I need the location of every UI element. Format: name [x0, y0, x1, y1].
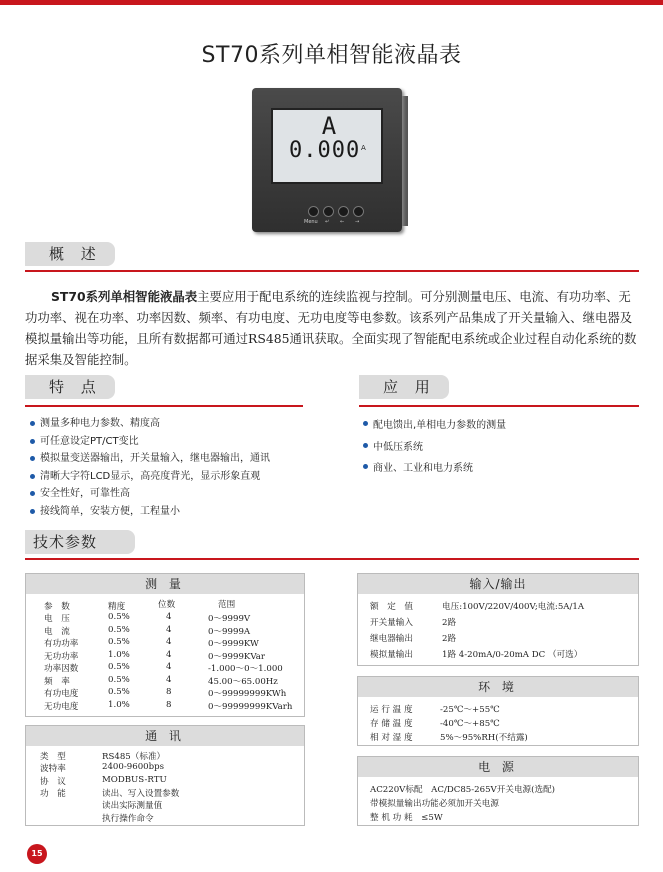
power-line: 带模拟量输出功能必须加开关电源 [370, 799, 499, 809]
io-label: 模拟量输出 [370, 650, 413, 660]
enter-key [323, 206, 334, 217]
env-label: 运 行 温 度 [370, 705, 413, 715]
features-heading: 特 点 [25, 375, 115, 399]
comm-value: 2400-9600bps [102, 762, 165, 773]
key-label-menu: Menu [304, 219, 318, 225]
measure-accuracy: 0.5% [108, 624, 130, 635]
measure-header-accuracy: 精度 [108, 602, 126, 612]
measure-param: 无功功率 [44, 651, 79, 662]
measure-title: 测 量 [26, 574, 304, 594]
measure-accuracy: 1.0% [108, 699, 130, 710]
io-box [357, 573, 639, 666]
io-label: 额 定 值 [370, 602, 413, 612]
measure-param: 有功功率 [44, 639, 79, 649]
measure-digits: 8 [166, 687, 172, 697]
measure-param: 有功电度 [44, 689, 79, 699]
top-red-bar [0, 0, 663, 5]
power-line: 整 机 功 耗 ≤5W [370, 813, 443, 823]
measure-digits: 4 [166, 624, 172, 635]
comm-value: MODBUS-RTU [102, 774, 167, 785]
key-label-enter: ↵ [325, 219, 330, 225]
left-key [338, 206, 349, 217]
measure-param: 电 流 [44, 626, 70, 637]
comm-value: 读出实际测量值 [102, 801, 163, 812]
intro-paragraph [25, 286, 639, 370]
lcd-top-symbol: A [321, 112, 337, 140]
list-item: 模拟量变送器输出，开关量输入，继电器输出，通讯 [30, 450, 310, 468]
list-item: 可任意设定PT/CT变比 [30, 433, 310, 451]
io-label: 开关量输入 [370, 618, 413, 628]
list-item: 安全性好，可靠性高 [30, 485, 310, 503]
lcd-unit: A [361, 144, 366, 152]
env-value: 5%～95%RH(不结露) [440, 733, 528, 743]
env-label: 相 对 湿 度 [370, 733, 413, 743]
overview-divider [25, 270, 639, 272]
measure-range: -1.000～0～1.000 [208, 664, 283, 674]
io-value: 电压:100V/220V/400V;电流:5A/1A [442, 602, 585, 612]
lcd-value: 0.000 [289, 138, 361, 163]
intro-text: 主要应用于配电系统的连续监视与控制。可分别测量电压、电流、有功功率、无功功率、视在功率、功率因数、频率、有功电度、无功电度等电参数。该系列产品集成了开关量输入、继电器及模拟量输出等功能，且所有数据都可通过RS485通讯获取。全面实现了智能配电系统或企业过程自动化系统的数据采集及智能控制。 [25, 289, 637, 367]
measure-accuracy: 1.0% [108, 649, 130, 660]
measure-digits: 4 [166, 637, 172, 647]
measure-digits: 4 [166, 612, 172, 622]
env-label: 存 储 温 度 [370, 719, 413, 729]
io-value: 2路 [442, 634, 457, 644]
applications-list [363, 415, 639, 480]
measure-digits: 4 [166, 662, 172, 672]
features-divider [25, 405, 303, 407]
measure-digits: 4 [166, 674, 172, 685]
measure-param: 频 率 [44, 676, 70, 687]
applications-divider [359, 405, 639, 407]
measure-range: 0～99999999KWh [208, 689, 287, 699]
measure-digits: 4 [166, 649, 172, 660]
comm-box [25, 725, 305, 826]
io-title: 输入/输出 [358, 574, 638, 594]
io-value: 1路 4-20mA/0-20mA DC （可选） [442, 650, 583, 660]
applications-heading: 应 用 [359, 375, 449, 399]
measure-param: 电 压 [44, 614, 70, 624]
measure-digits: 8 [166, 699, 172, 710]
io-value: 2路 [442, 618, 457, 628]
measure-range: 45.00～65.00Hz [208, 676, 278, 687]
power-box [357, 756, 639, 826]
env-title: 环 境 [358, 677, 638, 697]
comm-value: 读出、写入设置参数 [102, 788, 180, 799]
comm-value: RS485（标准） [102, 752, 166, 762]
overview-heading: 概 述 [25, 242, 115, 266]
measure-header-range: 范围 [218, 600, 236, 610]
measure-box [25, 573, 305, 717]
measure-range: 0～9999KVar [208, 651, 266, 662]
comm-value: 执行操作命令 [102, 813, 154, 824]
comm-title: 通 讯 [26, 726, 304, 746]
env-value: -25℃～+55℃ [440, 705, 500, 715]
env-box [357, 676, 639, 746]
list-item: 中低压系统 [363, 437, 639, 459]
measure-param: 功率因数 [44, 664, 79, 674]
measure-header-param: 参 数 [44, 602, 70, 612]
features-list [30, 415, 310, 521]
measure-accuracy: 0.5% [108, 612, 130, 622]
comm-label: 波特率 [40, 764, 66, 775]
device-image [252, 88, 408, 234]
list-item: 测量多种电力参数、精度高 [30, 415, 310, 433]
measure-accuracy: 0.5% [108, 662, 130, 672]
tech-divider [25, 558, 639, 560]
lcd-screen [271, 108, 383, 184]
intro-product-name: ST70系列单相智能液晶表 [51, 289, 198, 304]
comm-label: 类 型 [40, 752, 66, 762]
comm-label: 协 议 [40, 776, 66, 787]
key-label-right: → [355, 219, 360, 225]
measure-range: 0～99999999KVarh [208, 701, 293, 712]
page-number-badge: 15 [27, 844, 47, 864]
list-item: 商业、工业和电力系统 [363, 458, 639, 480]
measure-accuracy: 0.5% [108, 637, 130, 647]
right-key [353, 206, 364, 217]
measure-param: 无功电度 [44, 701, 79, 712]
list-item: 清晰大字符LCD显示，高亮度背光，显示形象直观 [30, 468, 310, 486]
measure-accuracy: 0.5% [108, 674, 130, 685]
key-label-left: ← [340, 219, 345, 225]
env-value: -40℃～+85℃ [440, 719, 500, 729]
list-item: 配电馈出,单相电力参数的测量 [363, 415, 639, 437]
measure-range: 0～9999KW [208, 639, 259, 649]
tech-heading: 技术参数 [25, 530, 135, 554]
power-line: AC220V标配 AC/DC85-265V开关电源(选配) [370, 785, 556, 795]
power-title: 电 源 [358, 757, 638, 777]
measure-range: 0～9999V [208, 614, 251, 624]
page-title: ST70系列单相智能液晶表 [201, 43, 462, 68]
comm-label: 功 能 [40, 788, 66, 799]
io-label: 继电器输出 [370, 634, 413, 644]
measure-header-digits: 位数 [158, 600, 176, 610]
device-keys [308, 206, 368, 218]
measure-accuracy: 0.5% [108, 687, 130, 697]
menu-key [308, 206, 319, 217]
list-item: 接线简单，安装方便，工程量小 [30, 503, 310, 521]
measure-range: 0～9999A [208, 626, 251, 637]
